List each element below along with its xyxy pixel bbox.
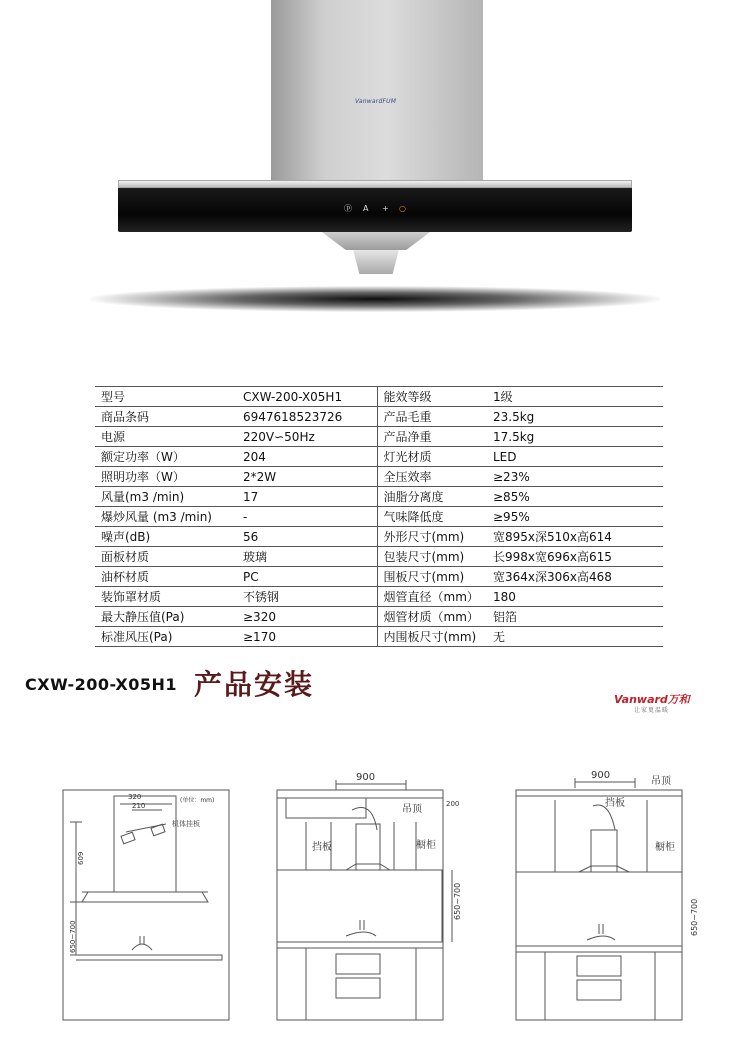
spec-value: CXW-200-X05H1 xyxy=(237,387,377,407)
spec-value: ≥170 xyxy=(237,627,377,647)
spec-row xyxy=(95,467,663,487)
install-diagram-bracket xyxy=(62,760,232,1024)
spec-label: 商品条码 xyxy=(95,407,237,427)
install-diagram-ceiling xyxy=(276,760,462,1024)
spec-table xyxy=(95,386,663,647)
spec-label: 灯光材质 xyxy=(377,447,487,467)
spec-label: 噪声(dB) xyxy=(95,527,237,547)
dim-900-label: 900 xyxy=(591,770,611,781)
spec-label: 额定功率（W） xyxy=(95,447,237,467)
product-shadow xyxy=(90,286,660,312)
spec-value: ≥320 xyxy=(237,607,377,627)
spec-value: ≥23% xyxy=(487,467,663,487)
chimney-logo: VanwardFUM xyxy=(355,98,397,105)
spec-row xyxy=(95,487,663,507)
spec-value: 2*2W xyxy=(237,467,377,487)
hood-chimney xyxy=(271,0,483,188)
dim-200-label: 200 xyxy=(446,800,460,808)
spec-label: 标准风压(Pa) xyxy=(95,627,237,647)
unit-label: (单位：mm) xyxy=(180,797,215,804)
spec-label: 烟管直径（mm） xyxy=(377,587,487,607)
spec-label: 烟管材质（mm） xyxy=(377,607,487,627)
spec-label: 气味降低度 xyxy=(377,507,487,527)
spec-value: 180 xyxy=(487,587,663,607)
spec-label: 外形尺寸(mm) xyxy=(377,527,487,547)
install-model: CXW-200-X05H1 xyxy=(25,675,178,694)
spec-row xyxy=(95,507,663,527)
spec-row xyxy=(95,387,663,407)
spec-value: 6947618523726 xyxy=(237,407,377,427)
spec-row xyxy=(95,607,663,627)
brand-slogan: 让家更温暖 xyxy=(634,707,670,714)
spec-row xyxy=(95,587,663,607)
spec-value: LED xyxy=(487,447,663,467)
spec-row xyxy=(95,427,663,447)
spec-value: 17 xyxy=(237,487,377,507)
spec-row xyxy=(95,627,663,647)
power-icon: ⓟ xyxy=(344,204,352,213)
spec-label: 油脂分离度 xyxy=(377,487,487,507)
spec-value: 1级 xyxy=(487,387,663,407)
spec-value: 220V∽50Hz xyxy=(237,427,377,447)
spec-label: 照明功率（W） xyxy=(95,467,237,487)
hood-glass-panel xyxy=(118,188,632,232)
bracket-label: 机体挂板 xyxy=(172,820,200,828)
install-diagram-cabinet xyxy=(515,760,699,1024)
spec-label: 产品毛重 xyxy=(377,407,487,427)
brand-logo xyxy=(614,691,714,715)
spec-row xyxy=(95,547,663,567)
spec-label: 爆炒风量 (m3 /min) xyxy=(95,507,237,527)
spec-value: 不锈钢 xyxy=(237,587,377,607)
dim-650-700-label: 650~700 xyxy=(690,898,699,936)
spec-label: 产品净重 xyxy=(377,427,487,447)
board-label: 挡板 xyxy=(312,842,332,853)
spec-value: ≥95% xyxy=(487,507,663,527)
spec-value: 无 xyxy=(487,627,663,647)
dim-609-label: 609 xyxy=(77,851,85,865)
spec-label: 最大静压值(Pa) xyxy=(95,607,237,627)
spec-row xyxy=(95,407,663,427)
spec-value: ≥85% xyxy=(487,487,663,507)
board-label: 挡板 xyxy=(605,798,625,809)
spec-label: 型号 xyxy=(95,387,237,407)
dim-900-label: 900 xyxy=(356,772,376,783)
install-title: 产品安装 xyxy=(194,668,315,701)
dim-650-700-label: 650~700 xyxy=(69,920,77,953)
cabinet-label: 橱柜 xyxy=(655,842,675,853)
oil-cup xyxy=(350,250,402,274)
dim-320-label: 320 xyxy=(128,793,142,801)
spec-label: 油杯材质 xyxy=(95,567,237,587)
spec-value: 204 xyxy=(237,447,377,467)
oil-tray xyxy=(322,232,430,250)
spec-value: - xyxy=(237,507,377,527)
spec-row xyxy=(95,527,663,547)
ceiling-label: 吊顶 xyxy=(402,804,422,815)
mode-icon: A xyxy=(363,204,369,213)
dim-210-label: 210 xyxy=(132,802,146,810)
spec-label: 包装尺寸(mm) xyxy=(377,547,487,567)
spec-value: 宽895x深510x高614 xyxy=(487,527,663,547)
spec-label: 能效等级 xyxy=(377,387,487,407)
spec-label: 电源 xyxy=(95,427,237,447)
spec-label: 装饰罩材质 xyxy=(95,587,237,607)
cabinet-label: 橱柜 xyxy=(416,840,436,851)
ceiling-label: 吊顶 xyxy=(651,776,671,787)
spec-label: 围板尺寸(mm) xyxy=(377,567,487,587)
spec-label: 内围板尺寸(mm) xyxy=(377,627,487,647)
spec-row xyxy=(95,447,663,467)
fan-icon: ○ xyxy=(399,204,406,213)
spec-label: 风量(m3 /min) xyxy=(95,487,237,507)
spec-row xyxy=(95,567,663,587)
spec-value: 56 xyxy=(237,527,377,547)
spec-value: 长998x宽696x高615 xyxy=(487,547,663,567)
hood-top-trim xyxy=(118,180,632,188)
product-image xyxy=(0,0,750,340)
spec-label: 全压效率 xyxy=(377,467,487,487)
spec-value: 铝箔 xyxy=(487,607,663,627)
spec-value: 玻璃 xyxy=(237,547,377,567)
spec-label: 面板材质 xyxy=(95,547,237,567)
spec-value: 宽364x深306x高468 xyxy=(487,567,663,587)
spec-value: 17.5kg xyxy=(487,427,663,447)
brand-text: Vanward万和 xyxy=(614,693,690,706)
spec-value: 23.5kg xyxy=(487,407,663,427)
dim-650-700-label: 650~700 xyxy=(453,882,462,920)
light-icon: + xyxy=(382,204,389,213)
spec-value: PC xyxy=(237,567,377,587)
